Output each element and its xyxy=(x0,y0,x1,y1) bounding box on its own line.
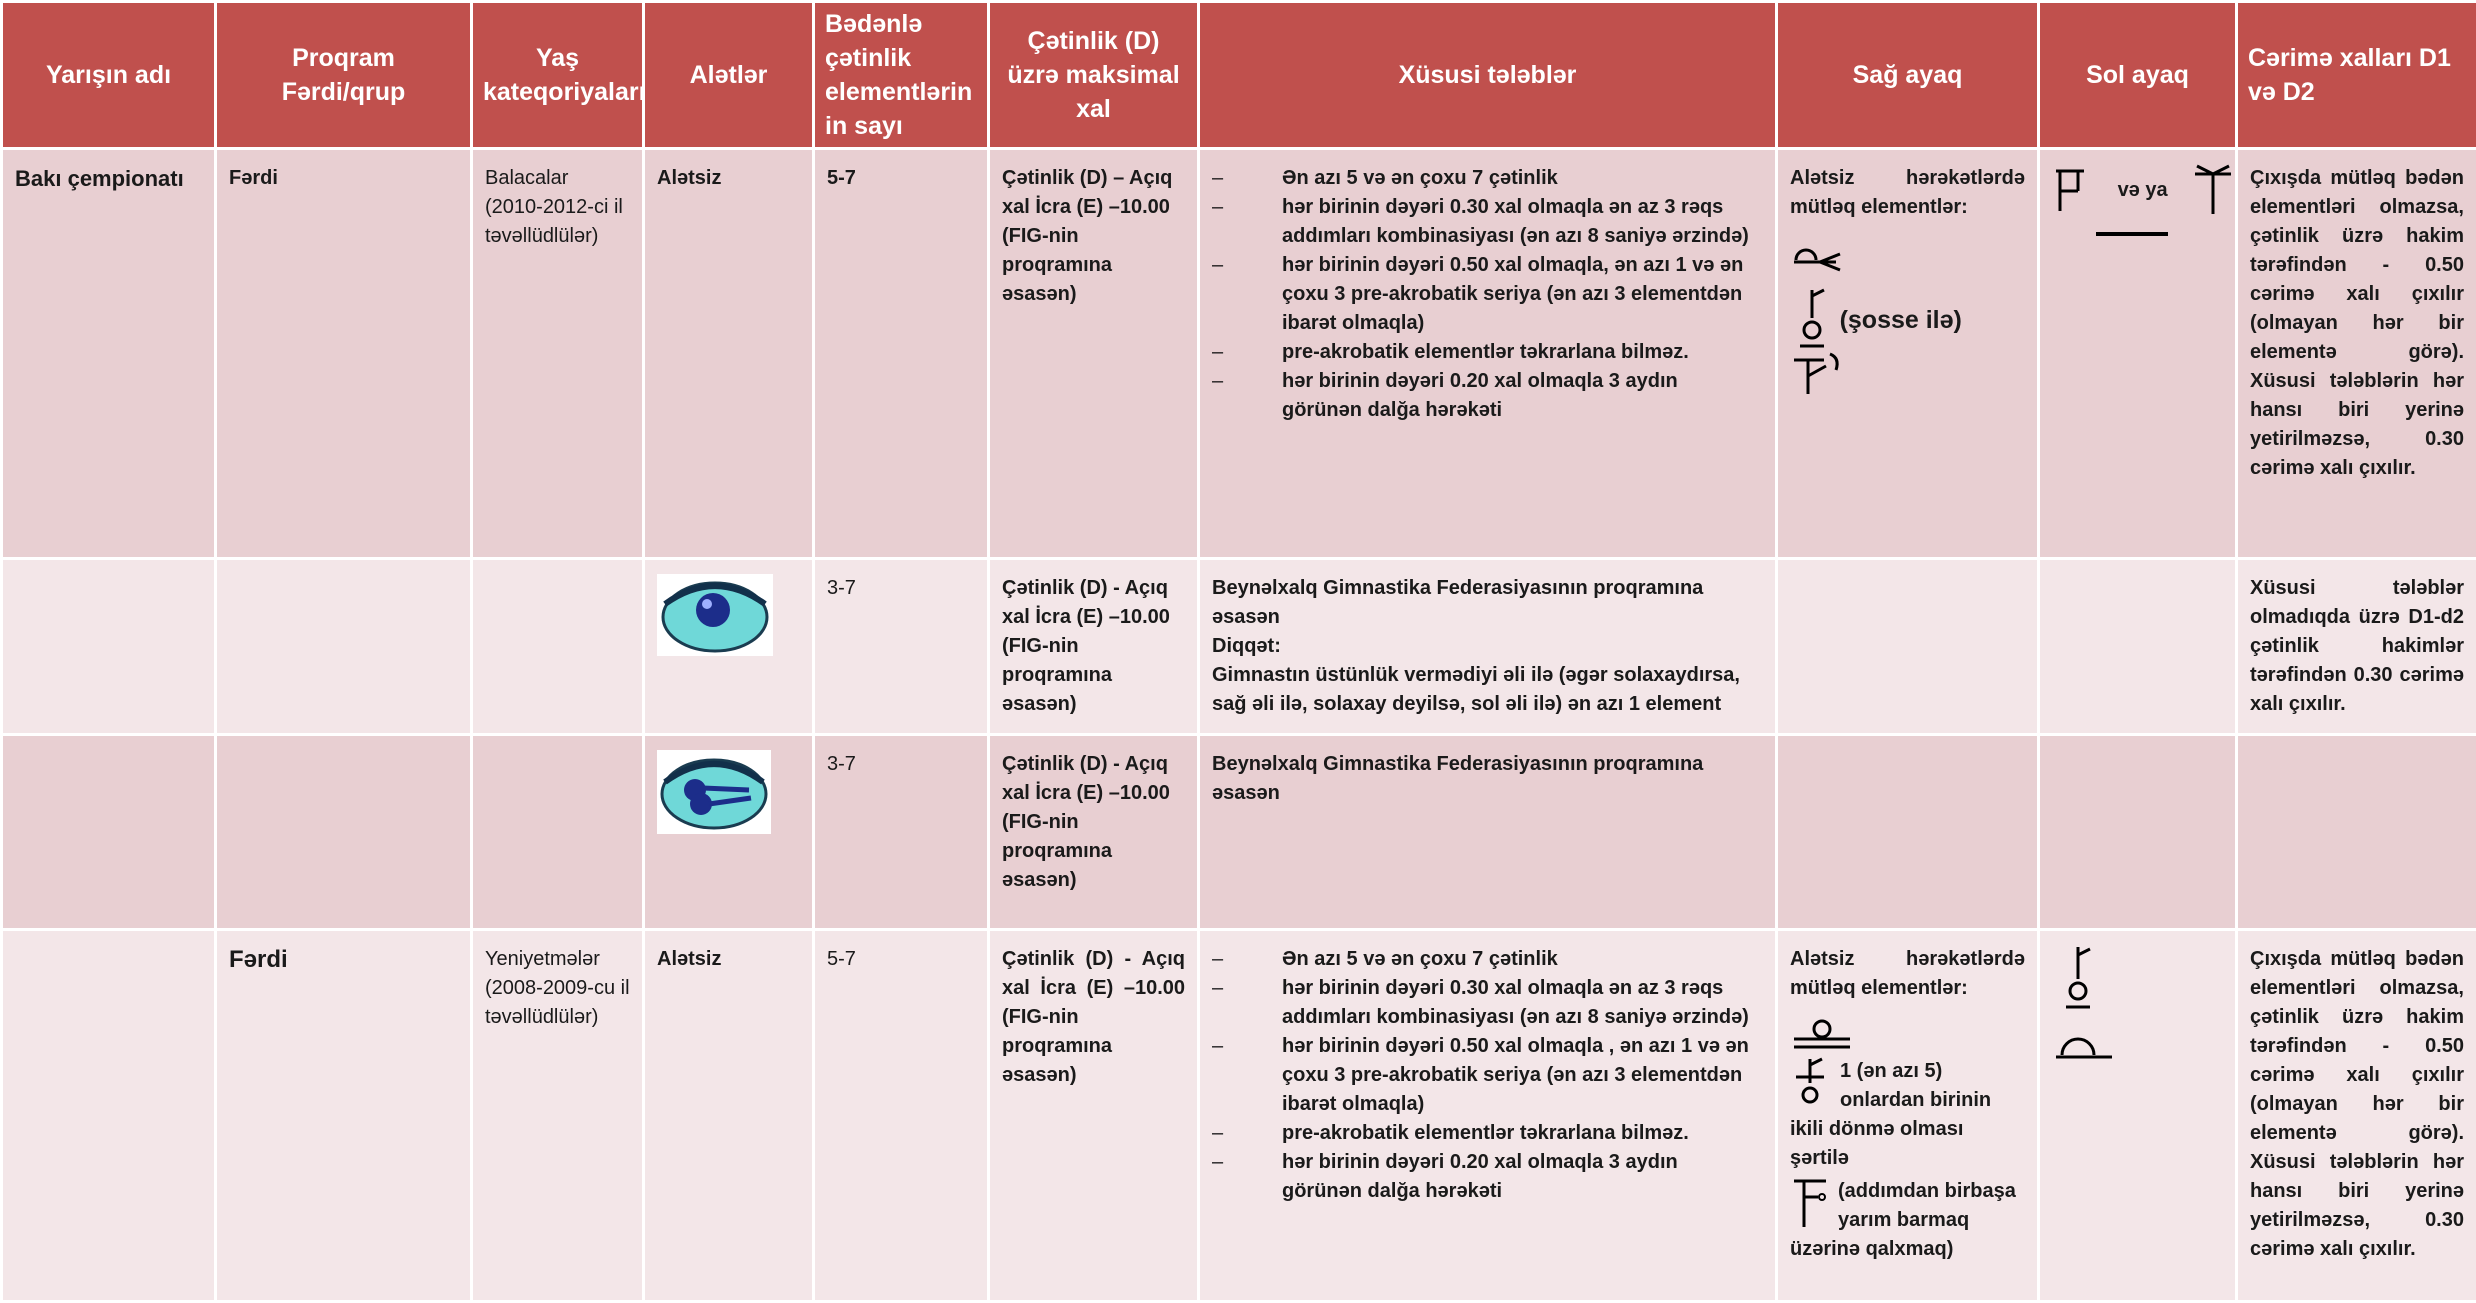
releve-symbol-icon xyxy=(1790,1177,1830,1229)
double-turn-symbol-icon xyxy=(1790,1057,1830,1111)
left-leg-cell xyxy=(2039,149,2237,559)
right-leg-cell xyxy=(1777,149,2039,559)
special-cell xyxy=(1199,930,1777,1302)
pivot-symbol-icon xyxy=(2052,167,2088,213)
penalty-cell: Çıxışda mütləq bədən elementləri olmazsa, çətinlik üzrə hakim tərəfindən - 0.50 cərimə xalı çıxılır (olmayan hər bir elementə görə). Xüsusi tələblərin hər hansı biri yerinə yetirilməzsə, 0.30 cərimə xalı çıxılır. xyxy=(2237,149,2476,559)
releve-row xyxy=(1790,1177,2025,1264)
right-leg-cell xyxy=(1777,930,2039,1302)
clubs-icon xyxy=(657,750,771,834)
difficulty-cell: Çətinlik (D) - Açıq xal İcra (E) –10.00 (FIG-nin proqramına əsasən) xyxy=(989,559,1199,735)
double-turn-row xyxy=(1790,1057,2025,1173)
list-item: – hər birinin dəyəri 0.20 xal olmaqla 3 aydın görünən dalğa hərəkəti xyxy=(1212,1148,1763,1206)
header-row xyxy=(2,2,2476,149)
apparatus-cell: Alətsiz xyxy=(644,149,814,559)
list-item: – hər birinin dəyəri 0.30 xal olmaqla ən az 3 rəqs addımları kombinasiyası (ən azı 8 saniyə ərzində) xyxy=(1212,193,1763,251)
empty-cell xyxy=(2,930,216,1302)
header-age: Yaş kateqoriyaları xyxy=(472,2,644,149)
header-right-leg: Sağ ayaq xyxy=(1777,2,2039,149)
header-elements: Bədənlə çətinlik elementlərin in sayı xyxy=(814,2,989,149)
double-turn-note: 1 (ən azı 5) onlardan birinin ikili dönmə olması şərtilə xyxy=(1790,1060,1991,1169)
elements-cell: 3-7 xyxy=(814,735,989,930)
age-cell: Yeniyetmələr (2008-2009-cu il təvəllüdlülər) xyxy=(472,930,644,1302)
special-line: Beynəlxalq Gimnastika Federasiyasının proqramına əsasən xyxy=(1212,574,1763,632)
empty-cell xyxy=(1777,559,2039,735)
competition-name: Bakı çempionatı xyxy=(2,149,216,559)
list-item: – Ən azı 5 və ən çoxu 7 çətinlik xyxy=(1212,945,1763,974)
empty-cell xyxy=(2,735,216,930)
arch-symbol-icon xyxy=(2052,1027,2116,1067)
empty-cell xyxy=(2,559,216,735)
list-item: – hər birinin dəyəri 0.50 xal olmaqla , ən azı 1 və ən çoxu 3 pre-akrobatik seriya (ən azı 3 elementdən ibarət olmaqla) xyxy=(1212,1032,1763,1119)
empty-cell xyxy=(2039,735,2237,930)
header-special: Xüsusi tələblər xyxy=(1199,2,1777,149)
program-cell: Fərdi xyxy=(216,930,472,1302)
age-cell: Balacalar (2010-2012-ci il təvəllüdlülər) xyxy=(472,149,644,559)
penalty-cell: Çıxışda mütləq bədən elementləri olmazsa, çətinlik üzrə hakim tərəfindən - 0.50 cərimə xalı çıxılır (olmayan hər bir elementə görə). Xüsusi tələblərin hər hansı biri yerinə yetirilməzsə, 0.30 cərimə xalı çıxılır. xyxy=(2237,930,2476,1302)
apparatus-cell xyxy=(644,559,814,735)
jump-symbol-icon xyxy=(1790,352,1846,398)
requirements-list xyxy=(1212,164,1763,425)
special-cell: Beynəlxalq Gimnastika Federasiyasının proqramına əsasən xyxy=(1199,735,1777,930)
empty-cell xyxy=(2237,735,2476,930)
wave-line-symbol-icon xyxy=(2092,224,2172,244)
list-item: – pre-akrobatik elementlər təkrarlana bilməz. xyxy=(1212,1119,1763,1148)
list-item: – hər birinin dəyəri 0.20 xal olmaqla 3 aydın görünən dalğa hərəkəti xyxy=(1212,367,1763,425)
apparatus-cell xyxy=(644,735,814,930)
ball-icon xyxy=(657,574,773,656)
empty-cell xyxy=(2039,559,2237,735)
or-label: və ya xyxy=(2118,176,2168,205)
list-item: – Ən azı 5 və ən çoxu 7 çətinlik xyxy=(1212,164,1763,193)
turn-symbol-icon xyxy=(2058,945,2098,1011)
right-leg-text: Alətsiz hərəkətlərdə mütləq elementlər: xyxy=(1790,945,2025,1003)
ring-symbol-icon xyxy=(1790,1013,1854,1053)
header-difficulty: Çətinlik (D) üzrə maksimal xal xyxy=(989,2,1199,149)
right-leg-text: Alətsiz hərəkətlərdə mütləq elementlər: xyxy=(1790,164,2025,222)
list-item: – hər birinin dəyəri 0.50 xal olmaqla, ən azı 1 və ən çoxu 3 pre-akrobatik seriya (ən azı 3 elementdən ibarət olmaqla) xyxy=(1212,251,1763,338)
requirements-list xyxy=(1212,945,1763,1206)
left-leg-symbols xyxy=(2052,164,2223,216)
empty-cell xyxy=(216,735,472,930)
empty-cell xyxy=(472,559,644,735)
balance-symbol-icon xyxy=(1790,236,1850,282)
special-cell xyxy=(1199,559,1777,735)
left-leg-cell xyxy=(2039,930,2237,1302)
penalty-cell: Xüsusi tələblər olmadıqda üzrə D1-d2 çətinlik hakimlər tərəfindən 0.30 cərimə xalı çıxılır. xyxy=(2237,559,2476,735)
turn-symbol-icon xyxy=(1790,288,1834,352)
turn-note: (şosse ilə) xyxy=(1840,306,1962,335)
program-cell: Fərdi xyxy=(216,149,472,559)
list-item: – pre-akrobatik elementlər təkrarlana bilməz. xyxy=(1212,338,1763,367)
table-row xyxy=(2,930,2476,1302)
special-line: Diqqət: xyxy=(1212,632,1763,661)
turn-symbol-row xyxy=(1790,288,2025,352)
header-program: Proqram Fərdi/qrup xyxy=(216,2,472,149)
split-jump-symbol-icon xyxy=(2191,164,2235,216)
apparatus-cell: Alətsiz xyxy=(644,930,814,1302)
difficulty-cell: Çətinlik (D) - Açıq xal İcra (E) –10.00 (FIG-nin proqramına əsasən) xyxy=(989,735,1199,930)
empty-cell xyxy=(472,735,644,930)
header-apparatus: Alətlər xyxy=(644,2,814,149)
empty-cell xyxy=(1777,735,2039,930)
difficulty-cell: Çətinlik (D) – Açıq xal İcra (E) –10.00 (FIG-nin proqramına əsasən) xyxy=(989,149,1199,559)
elements-cell: 5-7 xyxy=(814,930,989,1302)
header-name: Yarışın adı xyxy=(2,2,216,149)
header-left-leg: Sol ayaq xyxy=(2039,2,2237,149)
releve-note: (addımdan birbaşa yarım barmaq üzərinə qalxmaq) xyxy=(1790,1180,2016,1260)
elements-cell: 3-7 xyxy=(814,559,989,735)
special-cell xyxy=(1199,149,1777,559)
table-row xyxy=(2,735,2476,930)
elements-cell: 5-7 xyxy=(814,149,989,559)
difficulty-cell: Çətinlik (D) - Açıq xal İcra (E) –10.00 (FIG-nin proqramına əsasən) xyxy=(989,930,1199,1302)
empty-cell xyxy=(216,559,472,735)
special-line: Gimnastın üstünlük vermədiyi əli ilə (əgər solaxaydırsa, sağ əli ilə, solaxay deyilsə, sol əli ilə) ən azı 1 element xyxy=(1212,661,1763,719)
table-row xyxy=(2,559,2476,735)
table-row xyxy=(2,149,2476,559)
list-item: – hər birinin dəyəri 0.30 xal olmaqla ən az 3 rəqs addımları kombinasiyası (ən azı 8 saniyə ərzində) xyxy=(1212,974,1763,1032)
header-penalty: Cərimə xalları D1 və D2 xyxy=(2237,2,2476,149)
